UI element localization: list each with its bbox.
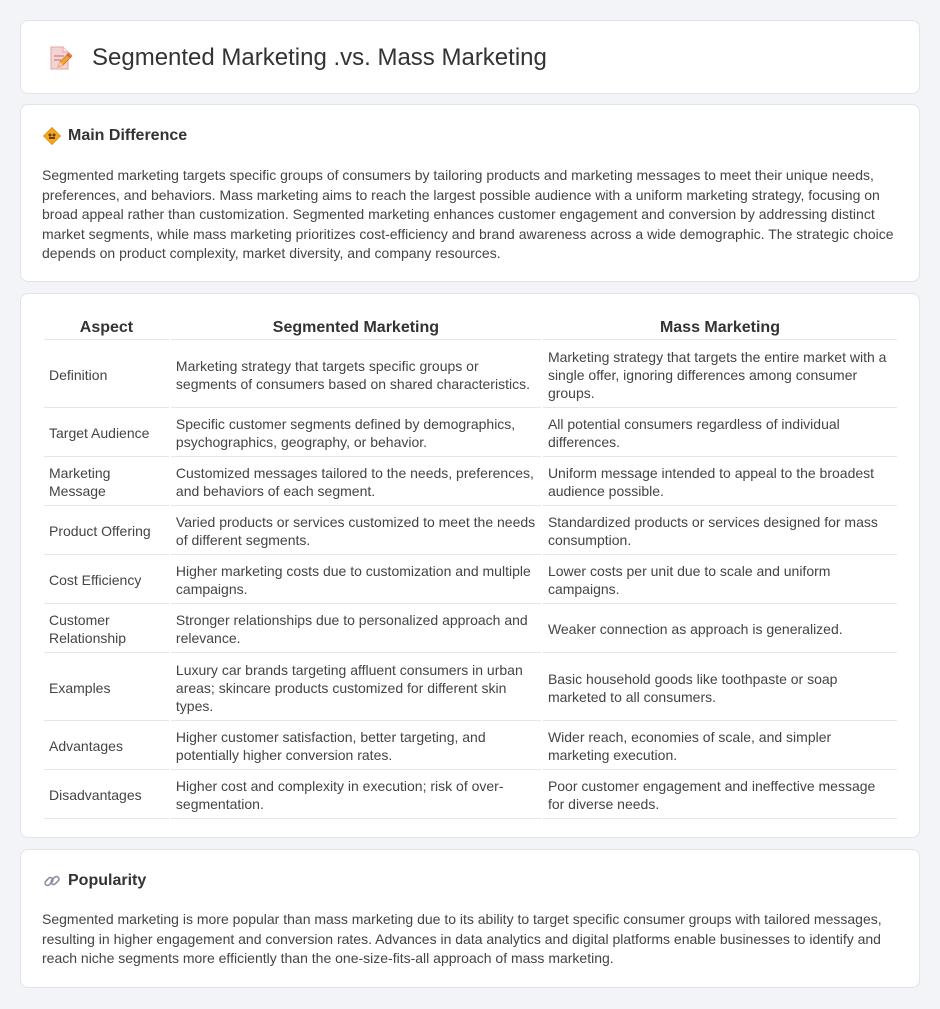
table-row xyxy=(44,557,897,604)
table-row xyxy=(44,410,897,457)
popularity-text: Segmented marketing is more popular than mass marketing due to its ability to target specific consumer groups with tailored messages, resulting in higher engagement and conversion rates. Advances in data analytics and digital platforms enable businesses to identify and reach niche segments more efficiently than the one-size-fits-all approach of mass marketing. xyxy=(42,911,882,967)
popularity-header xyxy=(43,872,146,890)
page-title: Segmented Marketing .vs. Mass Marketing xyxy=(92,44,547,71)
table-header-row xyxy=(44,316,897,340)
segmented-cell: Varied products or services customized to meet the needs of different segments. xyxy=(171,508,541,555)
popularity-section xyxy=(20,849,920,988)
aspect-cell: Product Offering xyxy=(44,508,169,555)
aspect-cell: Definition xyxy=(44,342,169,408)
mass-cell: All potential consumers regardless of individual differences. xyxy=(543,410,897,457)
mass-cell: Lower costs per unit due to scale and uniform campaigns. xyxy=(543,557,897,604)
header-card xyxy=(20,20,920,94)
aspect-cell: Advantages xyxy=(44,723,169,770)
segmented-cell: Higher customer satisfaction, better targeting, and potentially higher conversion rates. xyxy=(171,723,541,770)
document-pencil-icon xyxy=(47,45,73,71)
table-row xyxy=(44,655,897,721)
segmented-cell: Luxury car brands targeting affluent consumers in urban areas; skincare products customized for different skin types. xyxy=(171,655,541,721)
mass-cell: Standardized products or services designed for mass consumption. xyxy=(543,508,897,555)
table-row xyxy=(44,772,897,819)
main-difference-section xyxy=(20,104,920,282)
table-row xyxy=(44,723,897,770)
main-difference-header xyxy=(43,127,187,145)
aspect-cell: Examples xyxy=(44,655,169,721)
aspect-cell: Cost Efficiency xyxy=(44,557,169,604)
table-row xyxy=(44,342,897,408)
mass-cell: Poor customer engagement and ineffective message for diverse needs. xyxy=(543,772,897,819)
table-row xyxy=(44,508,897,555)
segmented-cell: Customized messages tailored to the needs, preferences, and behaviors of each segment. xyxy=(171,459,541,506)
main-difference-title: Main Difference xyxy=(68,127,188,144)
aspect-cell: Customer Relationship xyxy=(44,606,169,653)
column-header-segmented: Segmented Marketing xyxy=(171,316,541,340)
table-row xyxy=(44,606,897,653)
mass-cell: Marketing strategy that targets the entire market with a single offer, ignoring differences among consumer groups. xyxy=(543,342,897,408)
segmented-cell: Higher cost and complexity in execution; risk of over-segmentation. xyxy=(171,772,541,819)
segmented-cell: Stronger relationships due to personalized approach and relevance. xyxy=(171,606,541,653)
column-header-aspect: Aspect xyxy=(44,316,169,340)
mass-cell: Weaker connection as approach is generalized. xyxy=(543,606,897,653)
comparison-table xyxy=(42,314,899,821)
comparison-section xyxy=(20,293,920,838)
aspect-cell: Marketing Message xyxy=(44,459,169,506)
mass-cell: Basic household goods like toothpaste or soap marketed to all consumers. xyxy=(543,655,897,721)
link-icon xyxy=(43,872,61,890)
mass-cell: Wider reach, economies of scale, and simpler marketing execution. xyxy=(543,723,897,770)
diamond-sign-icon xyxy=(43,127,61,145)
mass-cell: Uniform message intended to appeal to the broadest audience possible. xyxy=(543,459,897,506)
segmented-cell: Marketing strategy that targets specific groups or segments of consumers based on shared characteristics. xyxy=(171,342,541,408)
table-row xyxy=(44,459,897,506)
segmented-cell: Higher marketing costs due to customization and multiple campaigns. xyxy=(171,557,541,604)
column-header-mass: Mass Marketing xyxy=(543,316,897,340)
main-difference-text: Segmented marketing targets specific groups of consumers by tailoring products and marketing messages to meet their unique needs, preferences, and behaviors. Mass marketing aims to reach the largest possible audience with a uniform marketing strategy, focusing on broad appeal rather than customization. Segmented marketing enhances customer engagement and conversion by addressing distinct market segments, while mass marketing prioritizes cost-efficiency and brand awareness across a wide demographic. The strategic choice depends on product complexity, market diversity, and company resources. xyxy=(42,167,894,262)
aspect-cell: Disadvantages xyxy=(44,772,169,819)
segmented-cell: Specific customer segments defined by demographics, psychographics, geography, or behavior. xyxy=(171,410,541,457)
popularity-title: Popularity xyxy=(68,872,147,889)
aspect-cell: Target Audience xyxy=(44,410,169,457)
